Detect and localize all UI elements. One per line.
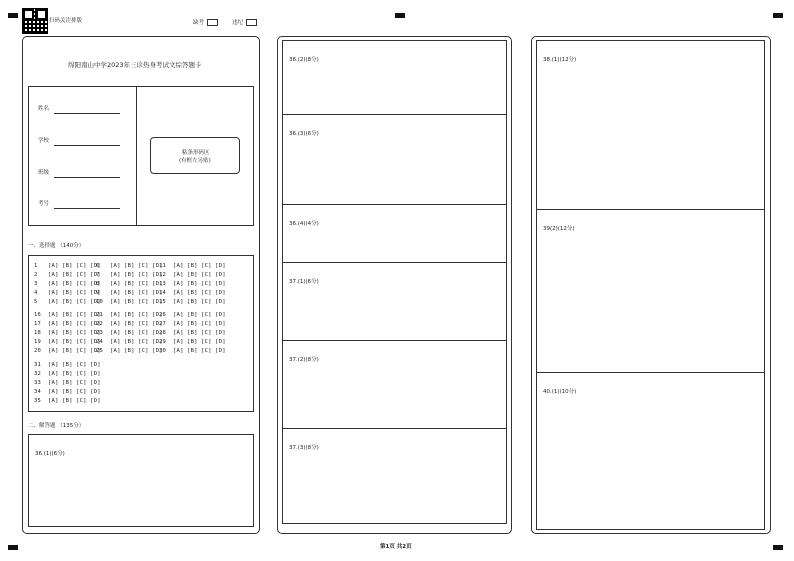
- choice-item-33[interactable]: 33 [A] [B] [C] [D]: [34, 380, 101, 386]
- field-id-label: 考号: [38, 201, 50, 207]
- choice-item-27[interactable]: 27 [A] [B] [C] [D]: [159, 321, 226, 327]
- q36-3-label: 36.(3)(6分): [289, 131, 319, 137]
- choice-item-22[interactable]: 22 [A] [B] [C] [D]: [96, 321, 163, 327]
- choice-item-11[interactable]: 11 [A] [B] [C] [D]: [159, 263, 226, 269]
- middle-divider-4: [282, 340, 507, 341]
- registration-mark-top-right: [773, 13, 783, 18]
- choice-item-31[interactable]: 31 [A] [B] [C] [D]: [34, 362, 101, 368]
- right-divider-2: [536, 372, 765, 373]
- right-divider-1: [536, 209, 765, 210]
- q37-1-label: 37.(1)(6分): [289, 279, 319, 285]
- qr-code: [22, 8, 48, 34]
- absent-label: [193, 18, 218, 26]
- registration-mark-top-mid: [395, 13, 405, 18]
- q38-1-label: 38.(1)(12分): [543, 57, 577, 63]
- info-divider: [136, 86, 137, 226]
- field-id-line[interactable]: [54, 208, 120, 209]
- choice-item-18[interactable]: 18 [A] [B] [C] [D]: [34, 330, 101, 336]
- violation-label: [232, 18, 257, 26]
- choice-item-1[interactable]: 1 [A] [B] [C] [D]: [34, 263, 101, 269]
- q40-1-label: 40.(1)(10分): [543, 389, 577, 395]
- choice-item-21[interactable]: 21 [A] [B] [C] [D]: [96, 312, 163, 318]
- barcode-sub: (有框左另贴): [179, 158, 211, 164]
- choice-item-13[interactable]: 13 [A] [B] [C] [D]: [159, 281, 226, 287]
- choice-item-2[interactable]: 2 [A] [B] [C] [D]: [34, 272, 101, 278]
- choice-item-34[interactable]: 34 [A] [B] [C] [D]: [34, 389, 101, 395]
- absent-checkbox[interactable]: [207, 19, 218, 26]
- scan-text: 扫码关注排版: [49, 18, 83, 24]
- section2-title: 二、解答题 （135分）: [28, 423, 85, 429]
- field-school-label: 学校: [38, 138, 50, 144]
- q37-2-label: 37.(2)(8分): [289, 357, 319, 363]
- choice-item-17[interactable]: 17 [A] [B] [C] [D]: [34, 321, 101, 327]
- registration-mark-bottom-left: [8, 545, 18, 550]
- card-title: 绵阳南山中学2023年三诊热身考试文综答题卡: [68, 61, 202, 69]
- violation-checkbox[interactable]: [246, 19, 257, 26]
- choice-item-7[interactable]: 7 [A] [B] [C] [D]: [96, 272, 163, 278]
- choice-item-19[interactable]: 19 [A] [B] [C] [D]: [34, 339, 101, 345]
- q37-3-label: 37.(3)(8分): [289, 445, 319, 451]
- choice-item-5[interactable]: 5 [A] [B] [C] [D]: [34, 299, 101, 305]
- choice-item-26[interactable]: 26 [A] [B] [C] [D]: [159, 312, 226, 318]
- q36-1-label: 36.(1)(6分): [35, 451, 65, 457]
- choice-item-20[interactable]: 20 [A] [B] [C] [D]: [34, 348, 101, 354]
- choice-item-29[interactable]: 29 [A] [B] [C] [D]: [159, 339, 226, 345]
- page-number: 第1页 共2页: [380, 544, 412, 550]
- middle-divider-3: [282, 262, 507, 263]
- middle-divider-2: [282, 204, 507, 205]
- choice-item-30[interactable]: 30 [A] [B] [C] [D]: [159, 348, 226, 354]
- field-school-line[interactable]: [54, 145, 120, 146]
- choice-item-16[interactable]: 16 [A] [B] [C] [D]: [34, 312, 101, 318]
- q36-2-label: 36.(2)(8分): [289, 57, 319, 63]
- registration-mark-top-left: [8, 13, 18, 18]
- barcode-title: 粘条形码区: [182, 150, 210, 156]
- field-name-line[interactable]: [54, 113, 120, 114]
- choice-item-28[interactable]: 28 [A] [B] [C] [D]: [159, 330, 226, 336]
- choice-item-4[interactable]: 4 [A] [B] [C] [D]: [34, 290, 101, 296]
- right-inner: [536, 40, 765, 530]
- choice-item-35[interactable]: 35 [A] [B] [C] [D]: [34, 398, 101, 404]
- middle-divider-1: [282, 114, 507, 115]
- choice-item-8[interactable]: 8 [A] [B] [C] [D]: [96, 281, 163, 287]
- middle-divider-5: [282, 428, 507, 429]
- choice-item-23[interactable]: 23 [A] [B] [C] [D]: [96, 330, 163, 336]
- choice-item-32[interactable]: 32 [A] [B] [C] [D]: [34, 371, 101, 377]
- q39-2-label: 39(2)(12分): [543, 226, 575, 232]
- choice-item-3[interactable]: 3 [A] [B] [C] [D]: [34, 281, 101, 287]
- field-class-label: 班级: [38, 170, 50, 176]
- field-class-line[interactable]: [54, 177, 120, 178]
- choice-item-6[interactable]: 6 [A] [B] [C] [D]: [96, 263, 163, 269]
- absent-text: 缺考: [193, 20, 205, 26]
- choice-item-9[interactable]: 9 [A] [B] [C] [D]: [96, 290, 163, 296]
- choice-item-25[interactable]: 25 [A] [B] [C] [D]: [96, 348, 163, 354]
- choice-item-14[interactable]: 14 [A] [B] [C] [D]: [159, 290, 226, 296]
- violation-text: 违纪: [232, 20, 244, 26]
- choice-item-12[interactable]: 12 [A] [B] [C] [D]: [159, 272, 226, 278]
- answer-box-36-1[interactable]: [28, 434, 254, 527]
- registration-mark-bottom-right: [773, 545, 783, 550]
- choice-item-10[interactable]: 10 [A] [B] [C] [D]: [96, 299, 163, 305]
- field-name-label: 姓名: [38, 106, 50, 112]
- choice-item-15[interactable]: 15 [A] [B] [C] [D]: [159, 299, 226, 305]
- q36-4-label: 36.(4)(4分): [289, 221, 319, 227]
- section1-title: 一、选择题 （140分）: [28, 243, 85, 249]
- choice-item-24[interactable]: 24 [A] [B] [C] [D]: [96, 339, 163, 345]
